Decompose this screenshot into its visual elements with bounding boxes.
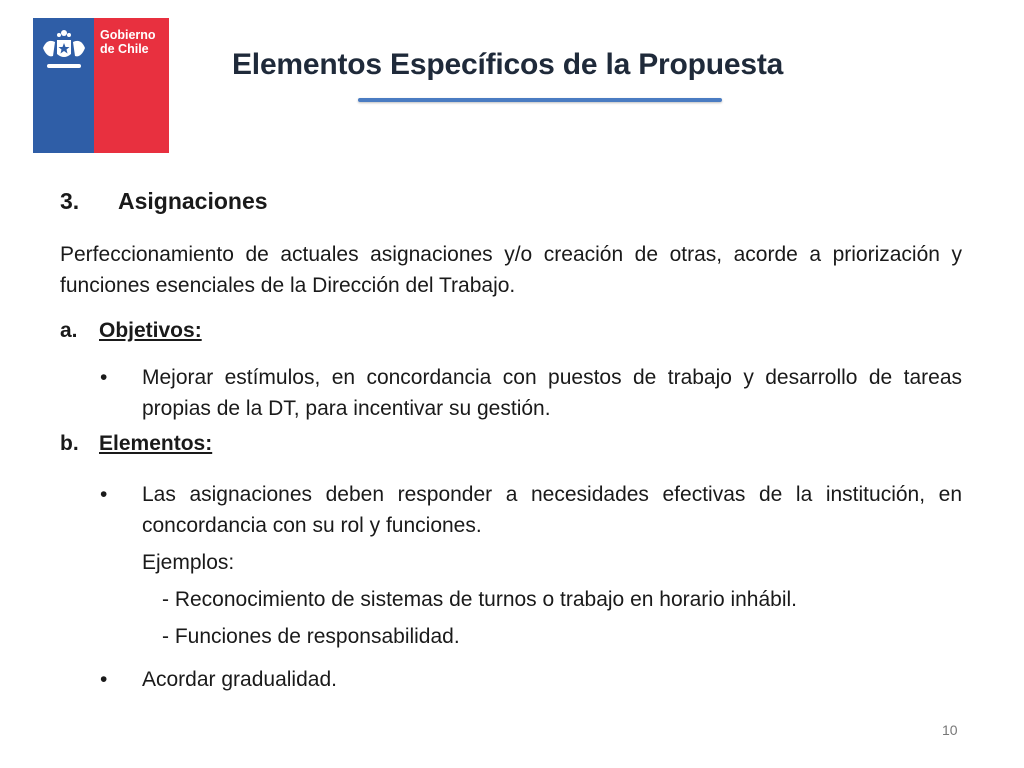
list-item [60,664,962,695]
slide-content [60,180,962,695]
logo-line-1: Gobierno [100,28,156,42]
elementos-bullet-text: Las asignaciones deben responder a necesidades efectivas de la institución, en concordancia con su rol y funciones. [142,483,962,537]
elementos-heading [60,428,962,459]
examples-label: Ejemplos: [142,551,235,574]
section-number: 3. [60,188,80,214]
objetivos-heading [60,315,962,346]
bullet-marker: • [100,668,108,691]
slide-title: Elementos Específicos de la Propuesta [232,48,784,81]
logo-brand-text [100,28,166,56]
page-number: 10 [942,722,958,738]
objetivos-letter: a. [60,319,78,342]
section-heading [60,186,962,217]
example-item: - Reconocimiento de sistemas de turnos o trabajo en horario inhábil. [162,588,798,611]
objetivos-bullet-text: Mejorar estímulos, en concordancia con puestos de trabajo y desarrollo de tareas propias de la DT, para incentivar su gestión. [142,366,962,420]
bullet-marker: • [100,483,108,506]
title-underline [358,98,722,102]
gradualidad-bullet-text: Acordar gradualidad. [142,668,337,691]
list-item [60,362,962,424]
elementos-letter: b. [60,432,79,455]
section-title: Asignaciones [118,188,268,214]
bullet-marker: • [100,366,108,389]
logo-line-2: de Chile [100,42,149,56]
chile-coat-of-arms-icon [37,26,91,76]
elementos-label: Elementos: [99,432,213,455]
intro-paragraph: Perfeccionamiento de actuales asignaciones y/o creación de otras, acorde a priorización y funciones esenciales de la Dirección del Trabajo. [60,243,962,297]
gobierno-de-chile-logo [33,18,169,153]
example-item: - Funciones de responsabilidad. [162,625,460,648]
objetivos-label: Objetivos: [99,319,202,342]
list-item [60,479,962,541]
